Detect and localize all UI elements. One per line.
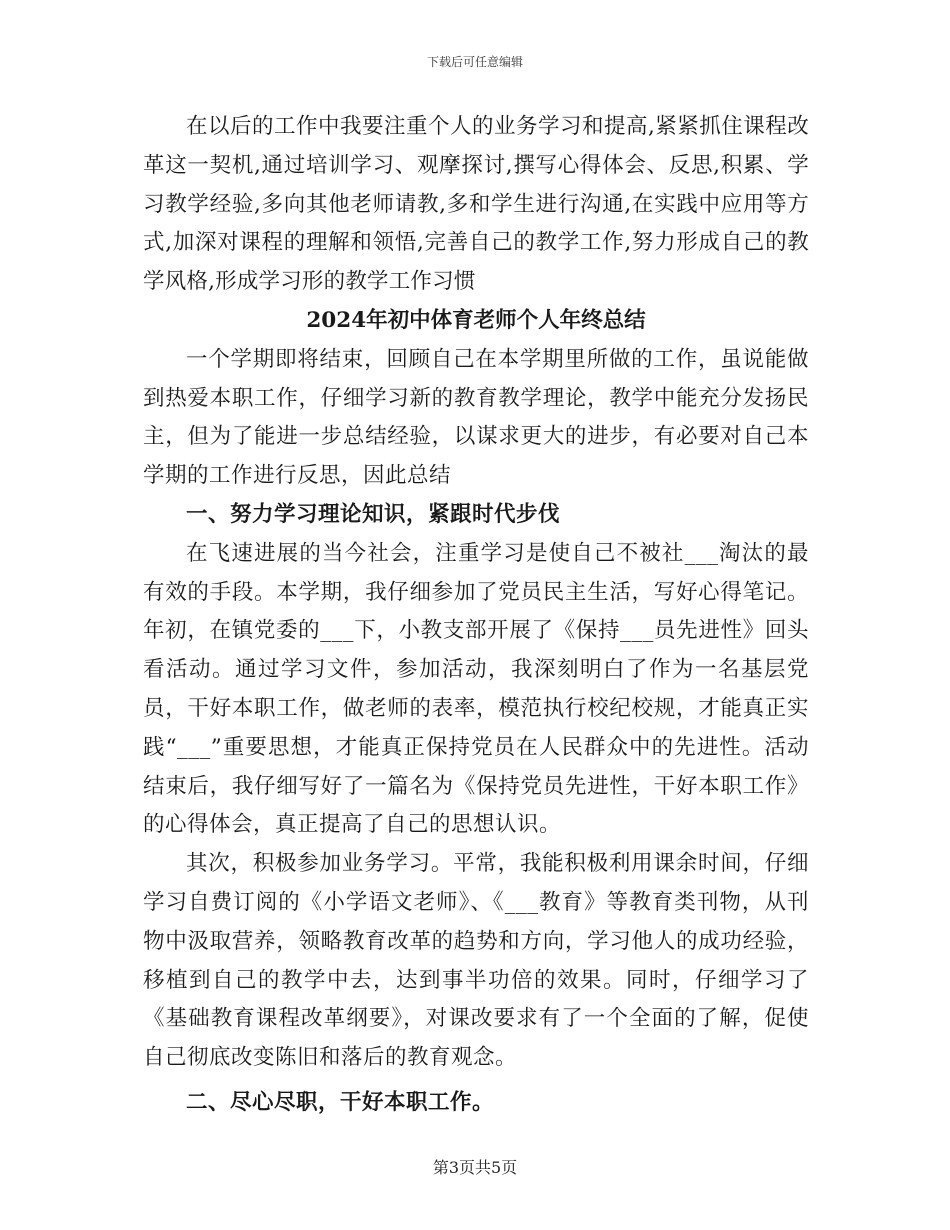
section1-paragraph-2: 其次，积极参加业务学习。平常，我能积极利用课余时间，仔细学习自费订阅的《小学语文老师》、《___教育》等教育类刊物，从刊物中汲取营养，领略教育改革的趋势和方向，学习他人的成功经验，移植到自己的教学中去，达到事半功倍的效果。同时，仔细学习了《基础教育课程改革纲要》，对课改要求有了一个全面的了解，促使自己彻底改变陈旧和落后的教育观念。 [143,851,809,1071]
header-note: 下载后可任意编辑 [426,55,523,69]
intro-paragraph: 在以后的工作中我要注重个人的业务学习和提高,紧紧抓住课程改革这一契机,通过培训学习、观摩探讨,撰写心得体会、反思,积累、学习教学经验,多向其他老师请教,多和学生进行沟通,在实践中应用等方式,加深对课程的理解和领悟,完善自己的教学工作,努力形成自己的教学风格,形成学习形的教学工作习惯 [143,114,809,295]
document-body [143,108,809,1123]
document-title: 2024年初中体育老师个人年终总结 [306,307,646,333]
section-heading-2: 二、尽心尽职，干好本职工作。 [186,1089,495,1115]
page-number: 第3页共5页 [432,1158,518,1177]
section1-paragraph-1: 在飞速进展的当今社会，注重学习是使自己不被社___淘汰的最有效的手段。本学期，我仔细参加了党员民主生活，写好心得笔记。年初，在镇党委的___下，小教支部开展了《保持___员先进性》回头看活动。通过学习文件，参加活动，我深刻明白了作为一名基层党员，干好本职工作，做老师的表率，模范执行校纪校规，才能真正实践“___”重要思想，才能真正保持党员在人民群众中的先进性。活动结束后，我仔细写好了一篇名为《保持党员先进性，干好本职工作》的心得体会，真正提高了自己的思想认识。 [143,540,809,838]
section-heading-1: 一、努力学习理论知识，紧跟时代步伐 [186,501,561,527]
opening-paragraph: 一个学期即将结束，回顾自己在本学期里所做的工作，虽说能做到热爱本职工作，仔细学习新的教育教学理论，教学中能充分发扬民主，但为了能进一步总结经验，以谋求更大的进步，有必要对自己本学期的工作进行反思，因此总结 [143,346,809,489]
